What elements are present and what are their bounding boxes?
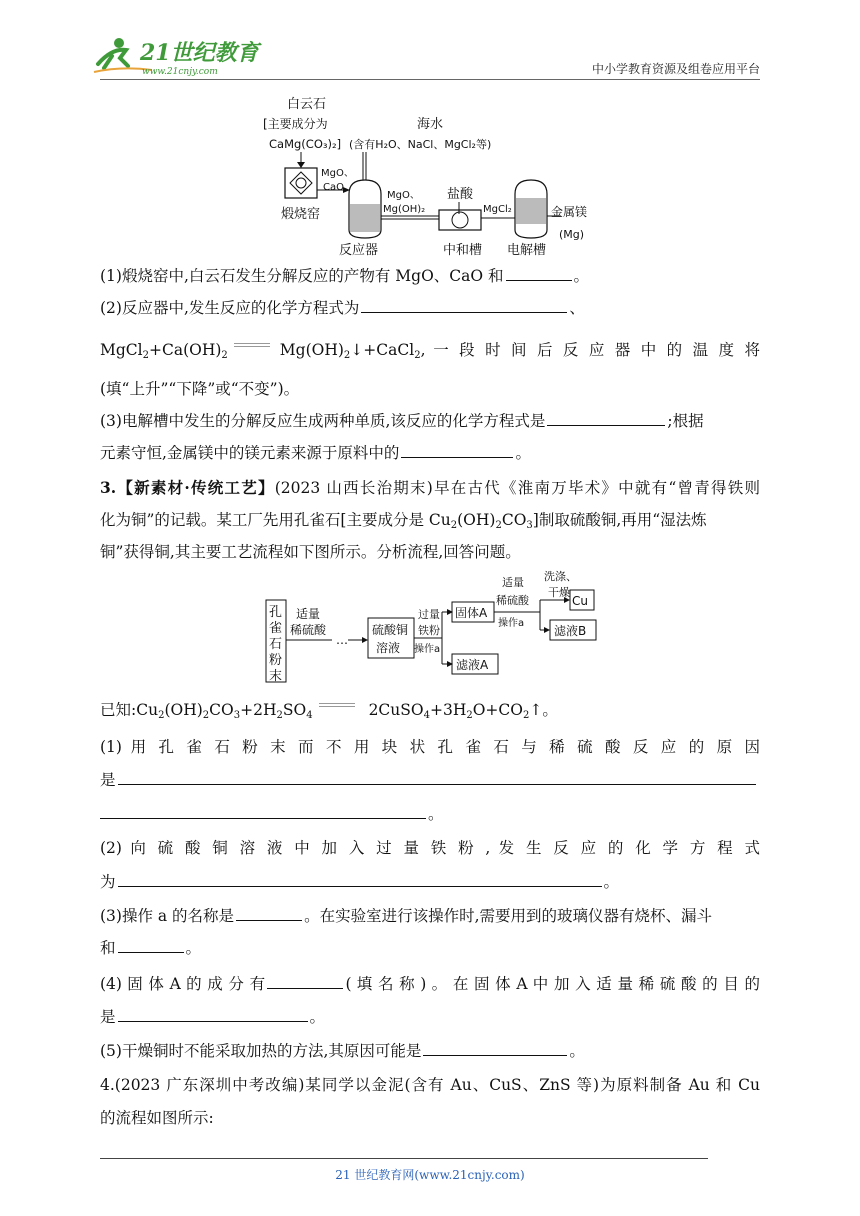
q3-sub4: (4) 固 体 A 的 成 分 有 ( 填 名 称 ) 。 在 固 体 A 中 加 入 适 量 稀 硫 酸 的 目 的	[100, 975, 760, 993]
footer-link[interactable]: 21 世纪教育网(www.21cnjy.com)	[335, 1168, 525, 1182]
q3-sub2: (2) 向 硫 酸 铜 溶 液 中 加 入 过 量 铁 粉 , 发 生 反 应 的 化 学 方 程 式	[100, 839, 760, 857]
svg-text:过量: 过量	[418, 608, 440, 621]
svg-text:MgCl₂: MgCl₂	[483, 204, 512, 215]
answer-blank[interactable]	[118, 769, 756, 785]
answer-blank[interactable]	[423, 1040, 567, 1056]
q3-sub3-line2: 和 。	[100, 939, 202, 957]
svg-text:Mg(OH)₂: Mg(OH)₂	[383, 204, 426, 215]
svg-text:适量: 适量	[296, 607, 321, 621]
q2-part2-equation: $MgCl_2+Ca(OH)_2$ $Mg(OH)_2↓+CaCl_2$, 一 段 时 间 后 反 应 器 中 的 温 度 将	[100, 341, 760, 361]
q4-line1: 4.(2023 广东深圳中考改编)某同学以金泥(含有 Au、CuS、ZnS 等)为原料制备 Au 和 Cu	[100, 1076, 760, 1094]
svg-text:适量: 适量	[502, 576, 524, 589]
q2-part3: (3)电解槽中发生的分解反应生成两种单质,该反应的化学方程式是 ;根据	[100, 412, 704, 430]
svg-text:溶液: 溶液	[376, 641, 401, 655]
svg-text:滤液B: 滤液B	[554, 624, 587, 638]
q3-line1: 3.【新素材·传统工艺】(2023 山西长治期末)早在古代《淮南万毕术》中就有“曾青得铁则	[100, 478, 760, 497]
svg-text:操作a: 操作a	[498, 618, 525, 629]
answer-blank[interactable]	[118, 937, 184, 953]
header-divider	[100, 79, 760, 80]
svg-text:铁粉: 铁粉	[418, 624, 440, 637]
kiln-label: 煅烧窑	[281, 207, 321, 222]
svg-text:固体A: 固体A	[455, 606, 488, 620]
answer-blank[interactable]	[118, 1006, 308, 1022]
dolomite-composition-1: [主要成分为	[263, 117, 328, 131]
svg-text:稀硫酸: 稀硫酸	[496, 594, 529, 607]
equals-sign	[319, 703, 355, 707]
svg-text:滤液A: 滤液A	[456, 658, 489, 672]
copper-process-diagram	[264, 568, 604, 686]
logo-url: www.21cnjy.com	[142, 67, 218, 77]
header-right-text: 中小学教育资源及组卷应用平台	[591, 62, 760, 76]
q3-sub4-line2: 是 。	[100, 1008, 326, 1026]
answer-blank[interactable]	[547, 410, 665, 426]
svg-text:CaO: CaO	[323, 182, 344, 193]
svg-text:MgO、: MgO、	[387, 190, 420, 201]
svg-text:孔: 孔	[269, 605, 283, 620]
svg-text:稀硫酸: 稀硫酸	[290, 623, 327, 637]
q2-part2-tail: (填“上升”“下降”或“不变”)。	[100, 380, 300, 398]
q2-part2: (2)反应器中,发生反应的化学方程式为 、	[100, 299, 585, 317]
magnesium-product: 金属镁	[551, 205, 588, 219]
electrolyzer-label: 电解槽	[507, 243, 547, 258]
svg-text:MgO、: MgO、	[321, 168, 354, 179]
svg-text:雀: 雀	[269, 621, 283, 636]
magnesium-process-diagram	[255, 92, 615, 262]
svg-text:洗涤、: 洗涤、	[544, 570, 577, 583]
reactor-label: 反应器	[339, 243, 379, 258]
svg-text:硫酸铜: 硫酸铜	[372, 623, 409, 637]
q3-sub3: (3)操作 a 的名称是 。在实验室进行该操作时,需要用到的玻璃仪器有烧杯、漏斗	[100, 907, 712, 925]
answer-blank[interactable]	[118, 871, 602, 887]
neutralizer-label: 中和槽	[443, 243, 483, 258]
dolomite-composition-2: CaMg(CO₃)₂]	[269, 137, 342, 151]
neutralizer-box	[439, 210, 481, 230]
svg-text:末: 末	[269, 669, 283, 684]
answer-blank[interactable]	[267, 973, 343, 989]
seawater-composition: (含有H₂O、NaCl、MgCl₂等)	[349, 138, 492, 151]
svg-text:Cu: Cu	[572, 594, 588, 608]
q3-sub1-line3: 。	[100, 803, 444, 824]
dolomite-label: 白云石	[287, 97, 327, 112]
svg-text:石: 石	[269, 637, 283, 652]
footer-divider	[100, 1158, 708, 1159]
acid-label: 盐酸	[447, 187, 474, 202]
svg-text:…: …	[336, 633, 348, 647]
svg-text:干燥: 干燥	[548, 586, 570, 599]
answer-blank[interactable]	[236, 905, 302, 921]
answer-blank[interactable]	[506, 265, 572, 281]
q4-line2: 的流程如图所示:	[100, 1109, 214, 1127]
svg-text:(Mg): (Mg)	[559, 228, 585, 241]
equals-sign	[234, 343, 270, 347]
q2-part3-tail: 元素守恒,金属镁中的镁元素来源于原料中的 。	[100, 444, 531, 462]
q3-sub2-line2: 为 。	[100, 873, 620, 891]
site-logo[interactable]	[92, 34, 267, 78]
seawater-label: 海水	[417, 117, 444, 132]
svg-text:操作a: 操作a	[414, 644, 441, 655]
q3-sub1-line2: 是	[100, 769, 758, 790]
q3-line3: 铜”获得铜,其主要工艺流程如下图所示。分析流程,回答问题。	[100, 543, 521, 561]
answer-blank[interactable]	[361, 297, 567, 313]
q3-sub5: (5)干燥铜时不能采取加热的方法,其原因可能是 。	[100, 1042, 585, 1060]
logo-text: 21世纪教育	[140, 40, 259, 66]
q2-part1: (1)煅烧窑中,白云石发生分解反应的产物有 MgO、CaO 和 。	[100, 267, 590, 285]
q3-sub1: (1) 用 孔 雀 石 粉 末 而 不 用 块 状 孔 雀 石 与 稀 硫 酸 反 应 的 原 因	[100, 738, 760, 756]
q3-known-equation: 已知$:Cu_2(OH)_2CO_3+2H_2SO_4$ $2CuSO_4+3H_2O+CO_2↑$。	[100, 701, 558, 721]
q3-line2: 化为铜”的记载。某工厂先用孔雀石[主要成分是 $Cu_2(OH)_2CO_3$]制取硫酸铜,再用“湿法炼	[100, 511, 707, 531]
svg-text:粉: 粉	[269, 653, 283, 668]
answer-blank[interactable]	[100, 803, 426, 819]
answer-blank[interactable]	[401, 442, 513, 458]
